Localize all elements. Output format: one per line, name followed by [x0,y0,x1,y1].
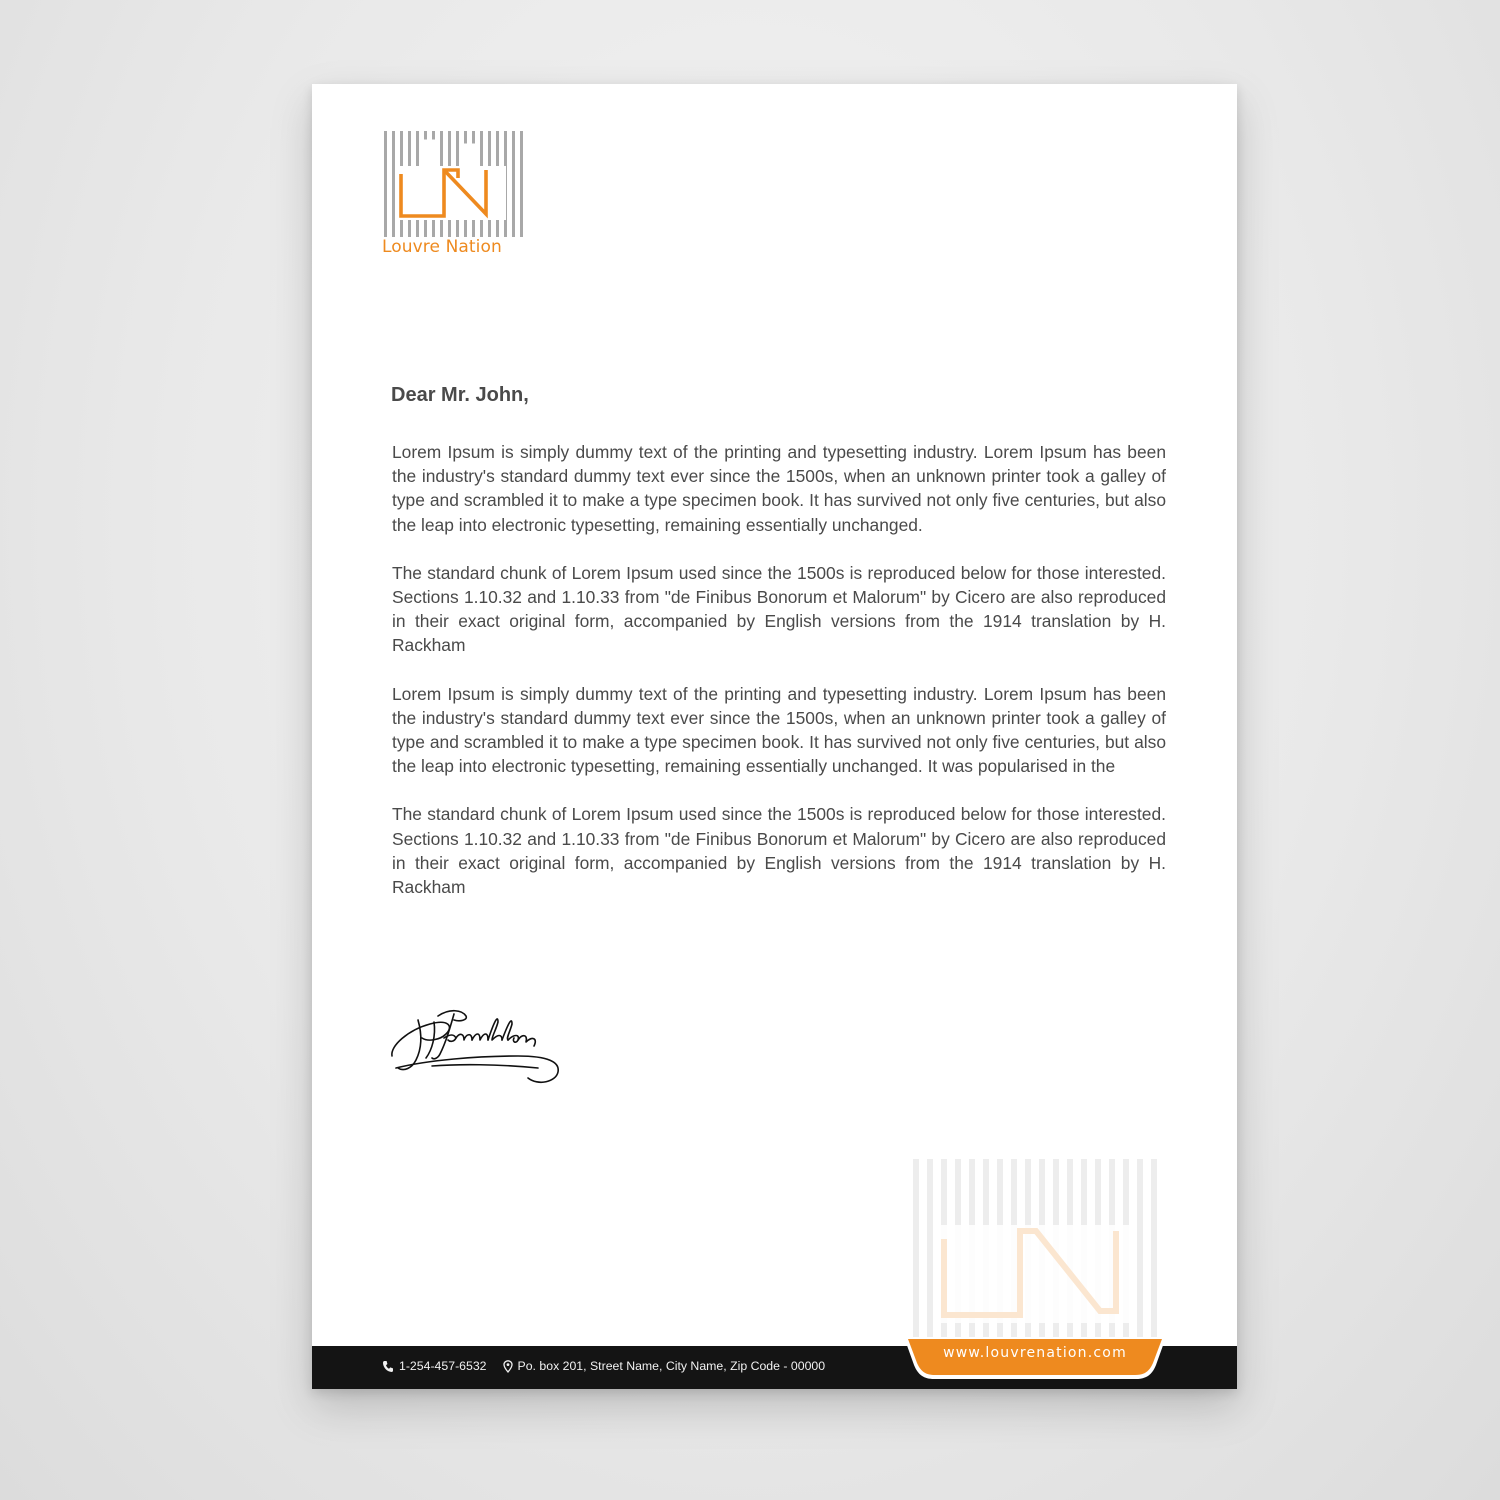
footer-contact [382,1359,825,1373]
letterhead-sheet [312,84,1237,1389]
footer-address: Po. box 201, Street Name, City Name, Zip Code - 00000 [517,1359,826,1373]
website-link[interactable]: www.louvrenation.com [943,1345,1127,1361]
watermark-logo-icon [910,1159,1163,1359]
brand-logo [382,130,524,262]
letter-paragraph: The standard chunk of Lorem Ipsum used since the 1500s is reproduced below for those interested. Sections 1.10.32 and 1.10.33 from "de Finibus Bonorum et Malorum" by Cicero are also reproduced in their exact original form, accompanied by English versions from the 1914 translation by H. Rackham [392,562,1166,656]
signature [388,1002,568,1094]
location-pin-icon [503,1360,513,1373]
letter-body [392,440,1166,923]
website-tab[interactable] [904,1335,1166,1381]
signature-icon [388,1002,568,1094]
phone-icon [382,1360,394,1373]
letter-greeting: Dear Mr. John, [391,384,529,406]
watermark-logo [910,1159,1163,1359]
letter-paragraph: Lorem Ipsum is simply dummy text of the printing and typesetting industry. Lorem Ipsum has been the industry's standard dummy text ever since the 1500s, when an unknown printer took a galley of type and scrambled it to make a type specimen book. It has survived not only five centuries, but also the leap into electronic typesetting, remaining essentially unchanged. It was popularised in the [392,683,1166,777]
brand-name: Louvre Nation [382,237,502,257]
logo-mark-icon [382,130,524,238]
letter-paragraph: The standard chunk of Lorem Ipsum used since the 1500s is reproduced below for those interested. Sections 1.10.32 and 1.10.33 from "de Finibus Bonorum et Malorum" by Cicero are also reproduced in their exact original form, accompanied by English versions from the 1914 translation by H. Rackham [392,804,1166,898]
letter-paragraph: Lorem Ipsum is simply dummy text of the printing and typesetting industry. Lorem Ipsum has been the industry's standard dummy text ever since the 1500s, when an unknown printer took a galley of type and scrambled it to make a type specimen book. It has survived not only five centuries, but also the leap into electronic typesetting, remaining essentially unchanged. [392,442,1166,535]
footer-phone: 1-254-457-6532 [399,1359,487,1373]
